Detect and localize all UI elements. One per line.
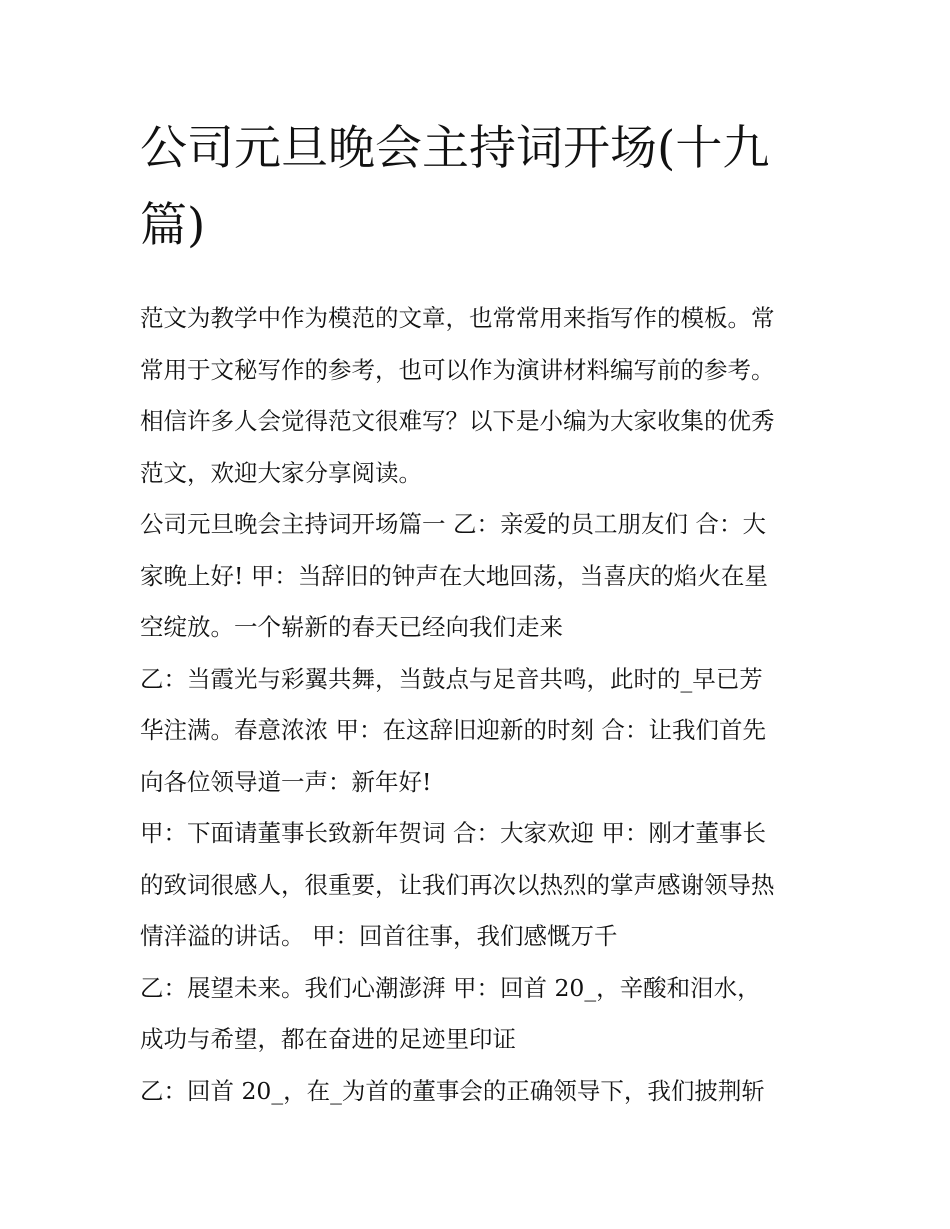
paragraph-dialogue <box>140 654 812 809</box>
paragraph-intro <box>140 293 812 499</box>
paragraph-dialogue <box>140 963 812 1066</box>
text-line: 向各位领导道一声：新年好! <box>140 767 432 796</box>
text-line: 公司元旦晚会主持词开场篇一 乙：亲爱的员工朋友们 合：大 <box>140 510 766 538</box>
text-line: 常用于文秘写作的参考，也可以作为演讲材料编写前的参考。 <box>140 355 775 384</box>
paragraph-section-one <box>140 499 812 654</box>
text-line: 甲：下面请董事长致新年贺词 合：大家欢迎 甲：刚才董事长 <box>140 819 766 847</box>
paragraph-dialogue <box>140 808 812 963</box>
paragraph-dialogue <box>140 1066 812 1118</box>
title-line: 公司元旦晚会主持词开场(十九 <box>140 121 770 176</box>
text-line: 乙：回首 20_，在_为首的董事会的正确领导下，我们披荆斩 <box>140 1076 765 1105</box>
text-line: 的致词很感人，很重要，让我们再次以热烈的掌声感谢领导热 <box>140 870 775 899</box>
text-line: 乙：当霞光与彩翼共舞，当鼓点与足音共鸣，此时的_早已芳 <box>140 664 763 693</box>
document-content <box>140 110 812 1117</box>
text-line: 家晚上好! 甲：当辞旧的钟声在大地回荡，当喜庆的焰火在星 <box>140 561 768 590</box>
text-line: 成功与希望，都在奋进的足迹里印证 <box>140 1025 516 1053</box>
text-line: 范文，欢迎大家分享阅读。 <box>140 458 422 487</box>
text-line: 相信许多人会觉得范文很难写？以下是小编为大家收集的优秀 <box>140 407 775 435</box>
title-line: 篇) <box>140 198 206 253</box>
text-line: 华注满。春意浓浓 甲：在这辞旧迎新的时刻 合：让我们首先 <box>140 716 766 744</box>
document-title <box>140 110 812 264</box>
document-body <box>140 293 812 1117</box>
text-line: 空绽放。一个崭新的春天已经向我们走来 <box>140 613 563 641</box>
text-line: 范文为教学中作为模范的文章，也常常用来指写作的模板。常 <box>140 304 775 332</box>
text-line: 情洋溢的讲话。 甲：回首往事，我们感慨万千 <box>140 922 618 950</box>
text-line: 乙：展望未来。我们心潮澎湃 甲：回首 20_，辛酸和泪水， <box>140 973 761 1002</box>
